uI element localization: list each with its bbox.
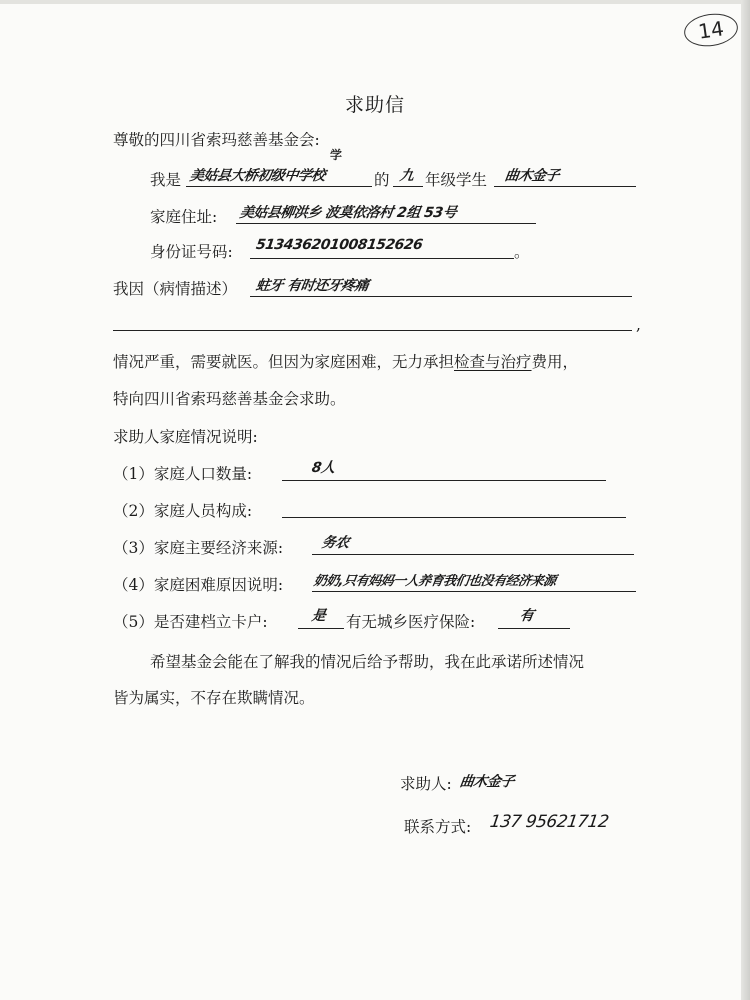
- item3-handwritten: 务农: [320, 535, 350, 551]
- salutation: 尊敬的四川省索玛慈善基金会:: [113, 131, 320, 149]
- item5-handwritten: 是: [310, 608, 327, 624]
- illness-comma: ,: [636, 316, 641, 334]
- school-handwritten: 美姑县大桥初级中学校: [188, 168, 326, 184]
- item2-blank: [282, 495, 626, 518]
- grade-handwritten: 九: [398, 168, 415, 184]
- illness-blank-2: [113, 308, 632, 331]
- illness-handwritten: 蛀牙 有时还牙疼痛: [254, 278, 370, 294]
- item2-label: （2）家庭人员构成:: [113, 502, 253, 520]
- phone-handwritten: 137 95621712: [488, 812, 610, 832]
- id-handwritten: 513436201008152626: [254, 237, 424, 253]
- address-handwritten: 美姑县柳洪乡 波莫依洛村 2组 53号: [238, 205, 458, 221]
- line1-prefix: 我是: [150, 171, 182, 189]
- address-label: 家庭住址:: [150, 208, 218, 226]
- body-line-1-underlined: 检查与治疗: [454, 353, 532, 371]
- family-heading: 求助人家庭情况说明:: [113, 428, 258, 446]
- closing-line-1: 希望基金会能在了解我的情况后给予帮助，我在此承诺所述情况: [150, 653, 585, 671]
- id-label: 身份证号码:: [150, 243, 233, 261]
- signer-handwritten: 曲木金子: [458, 774, 515, 790]
- line1-grade-suffix: 年级学生: [425, 171, 488, 189]
- body-line-2: 特向四川省索玛慈善基金会求助。: [113, 390, 346, 408]
- signer-label: 求助人:: [400, 775, 452, 793]
- item1-handwritten: 8人: [310, 460, 336, 476]
- scan-edge-right: [741, 0, 750, 1000]
- id-period: 。: [514, 243, 530, 261]
- name-handwritten: 曲木金子: [503, 168, 560, 184]
- body-line-1-a: 情况严重，需要就医。但因为家庭困难，无力承担: [113, 353, 455, 371]
- item3-label: （3）家庭主要经济来源:: [113, 539, 284, 557]
- item4-handwritten: 奶奶,只有妈妈一人养育我们也没有经济来源: [312, 574, 557, 589]
- body-line-1-b: 费用，: [531, 353, 579, 371]
- letter-title: 求助信: [344, 94, 405, 116]
- illness-label: 我因（病情描述）: [113, 280, 238, 298]
- item4-label: （4）家庭困难原因说明:: [113, 576, 284, 594]
- item5b-handwritten: 有: [518, 608, 535, 624]
- contact-label: 联系方式:: [404, 818, 472, 836]
- body-line-1: [113, 350, 578, 372]
- item5-label: （5）是否建档立卡户:: [113, 613, 268, 631]
- closing-line-2: 皆为属实，不存在欺瞒情况。: [113, 689, 315, 707]
- page-number-circle: 14: [682, 10, 740, 49]
- line1-de: 的: [374, 171, 390, 189]
- scan-edge-top: [0, 0, 750, 4]
- item5b-label: 有无城乡医疗保险:: [346, 613, 476, 631]
- item3-blank: [312, 532, 634, 555]
- insert-correction-mark: 学: [330, 148, 343, 162]
- item1-label: （1）家庭人口数量:: [113, 465, 253, 483]
